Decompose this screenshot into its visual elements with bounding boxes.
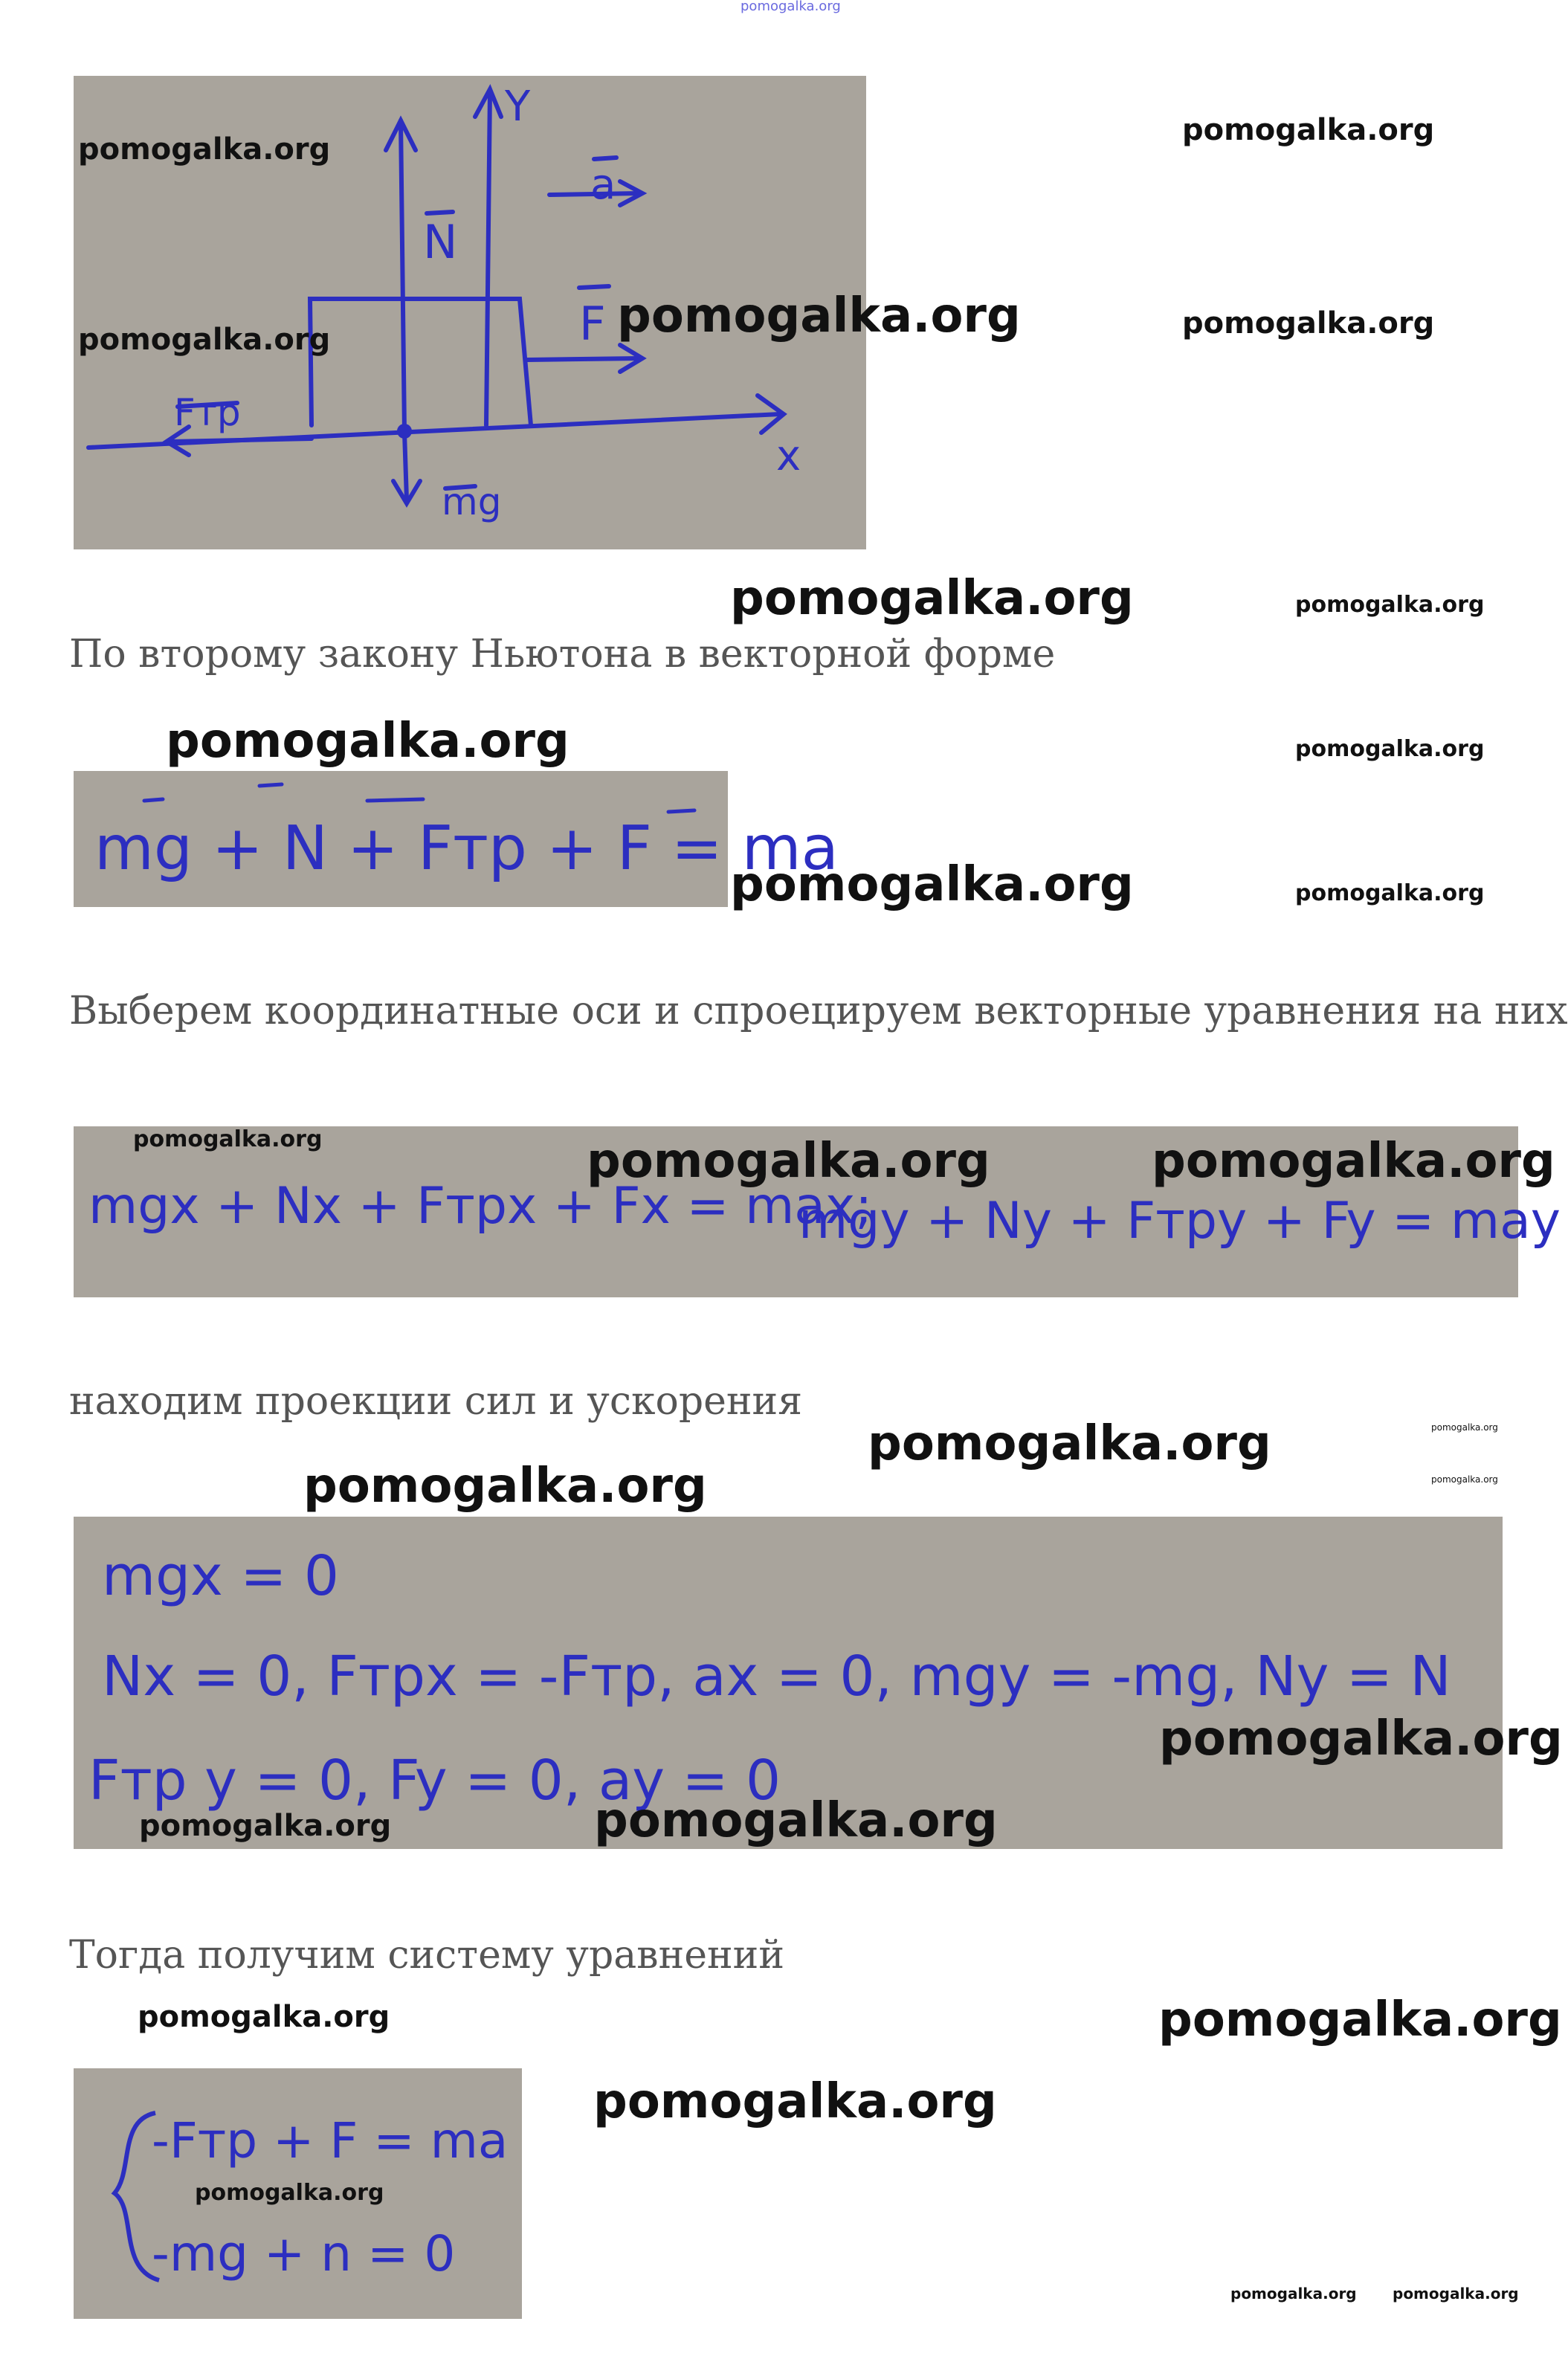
x-axis-label: x [776,432,801,480]
watermark: pomogalka.org [593,2074,997,2129]
paragraph-newton-law: По второму закону Ньютона в векторной форме [69,632,1056,677]
watermark: pomogalka.org [1158,1992,1562,2047]
projection-line-1: mgx = 0 [102,1544,339,1608]
center-of-mass-dot [397,424,412,439]
system-line-2: -mg + n = 0 [152,2225,456,2282]
watermark: pomogalka.org [1295,592,1485,618]
acceleration-label: a [590,161,616,209]
block-outline [310,299,531,425]
applied-force-label: F [579,297,606,351]
watermark: pomogalka.org [594,1793,998,1848]
watermark: pomogalka.org [303,1459,707,1514]
watermark: pomogalka.org [78,323,331,357]
watermark: pomogalka.org [1393,2285,1519,2302]
watermark: pomogalka.org [1182,306,1435,341]
watermark: pomogalka.org [730,857,1134,912]
projection-equations-photo [74,1126,1561,1297]
watermark: pomogalka.org [133,1126,323,1152]
vector-equation-photo [74,771,839,907]
y-axis-line [486,91,490,425]
watermark: pomogalka.org [1230,2285,1357,2302]
friction-line [170,439,312,442]
watermark: pomogalka.org [617,288,1021,343]
normal-force-label: N [423,215,458,269]
watermark: pomogalka.org [1182,113,1435,147]
watermark: pomogalka.org [138,2000,390,2034]
paragraph-choose-axes: Выберем координатные оси и спроецируем векторные уравнения на них [69,989,1568,1033]
watermark: pomogalka.org [868,1416,1271,1471]
y-axis-label: Y [505,83,531,131]
watermark: pomogalka.org [139,1809,392,1843]
system-equations-photo [74,2068,522,2319]
watermark: pomogalka.org [1152,1134,1555,1189]
projections-photo [74,1517,1563,1849]
watermark: pomogalka.org [1295,736,1485,762]
projection-y-equation: mgy + Ny + Fтрy + Fy = may [798,1192,1561,1251]
watermark: pomogalka.org [78,132,331,167]
vector-equation-text: mg + N + Fтр + F = ma [94,813,839,884]
friction-label: Fтр [174,391,241,434]
watermark: pomogalka.org [587,1134,990,1189]
projection-x-equation: mgx + Nx + Fтрx + Fx = max; [88,1177,873,1236]
projection-line-3: Fтр y = 0, Fy = 0, ay = 0 [88,1749,781,1813]
normal-force-line [401,120,404,433]
applied-force-line [527,358,639,360]
system-line-1: -Fтр + F = ma [152,2112,509,2169]
watermark: pomogalka.org [1431,1474,1498,1485]
watermark: pomogalka.org [1295,880,1485,906]
watermark: pomogalka.org [1159,1711,1563,1766]
paragraph-find-projections: находим проекции сил и ускорения [69,1379,802,1424]
watermark: pomogalka.org [730,571,1134,626]
gravity-label: mg [442,480,502,523]
gravity-line [404,433,407,500]
watermark: pomogalka.org [1431,1422,1498,1433]
watermark: pomogalka.org [166,714,570,769]
paragraph-system: Тогда получим систему уравнений [69,1933,784,1978]
watermark-top: pomogalka.org [741,0,841,14]
watermark: pomogalka.org [195,2180,384,2206]
projection-line-2: Nx = 0, Fтрx = -Fтр, ax = 0, mgy = -mg, Ny = N [102,1645,1451,1708]
